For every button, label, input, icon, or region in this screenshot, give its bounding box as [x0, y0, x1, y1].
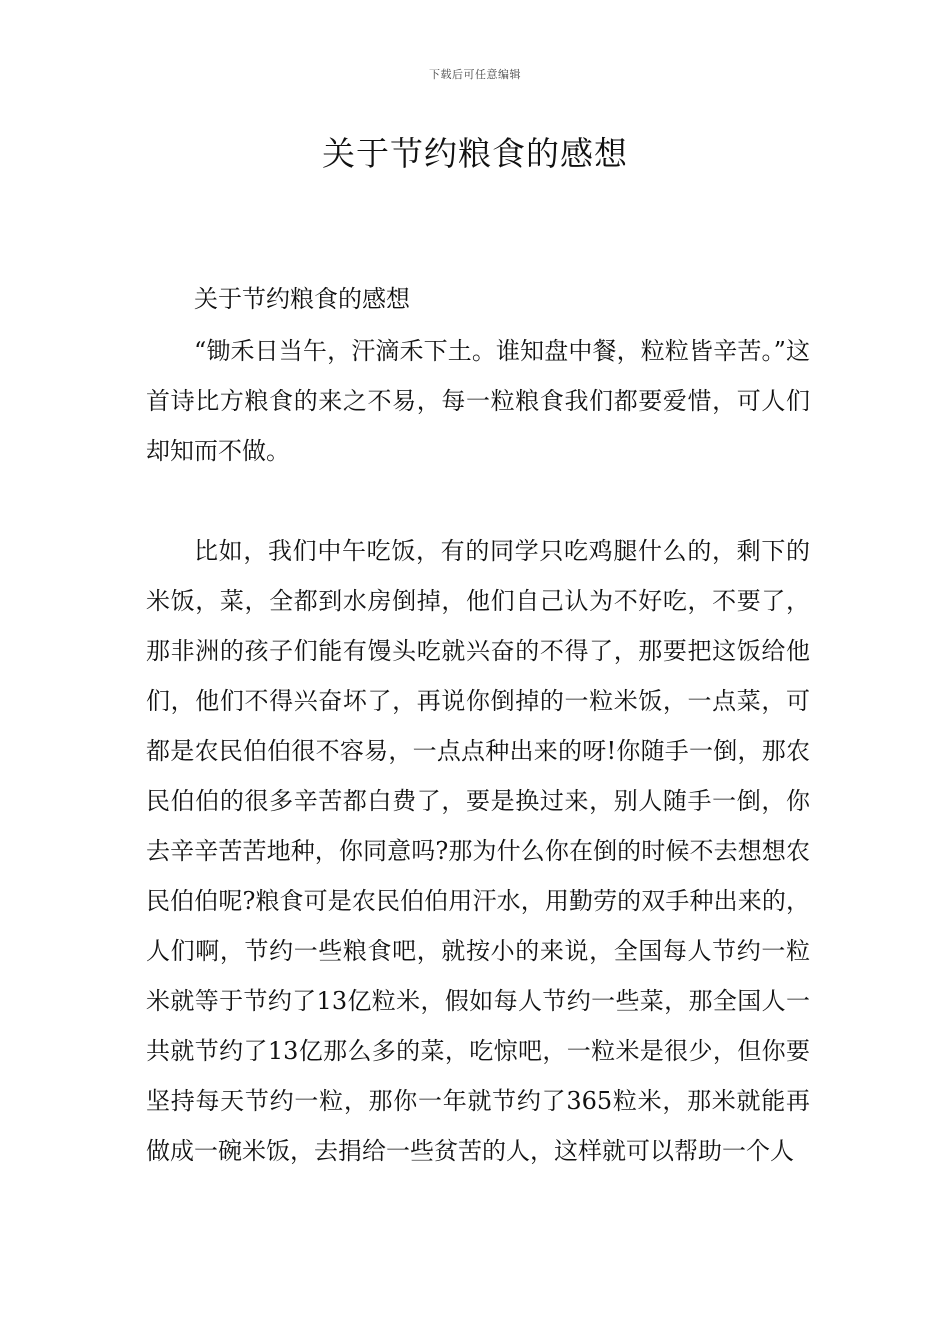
poem-paragraph: “锄禾日当午，汗滴禾下土。谁知盘中餐，粒粒皆辛苦。”这首诗比方粮食的来之不易，每一粒粮食我们都要爱惜，可人们却知而不做。	[146, 337, 810, 465]
main-paragraph: 比如，我们中午吃饭，有的同学只吃鸡腿什么的，剩下的米饭，菜，全都到水房倒掉，他们自己认为不好吃，不要了，那非洲的孩子们能有馒头吃就兴奋的不得了，那要把这饭给他们，他们不得兴奋坏了，再说你倒掉的一粒米饭，一点菜，可都是农民伯伯很不容易，一点点种出来的呀!你随手一倒，那农民伯伯的很多辛苦都白费了，要是换过来，别人随手一倒，你去辛辛苦苦地种，你同意吗?那为什么你在倒的时候不去想想农民伯伯呢?粮食可是农民伯伯用汗水，用勤劳的双手种出来的，人们啊，节约一些粮食吧，就按小的来说，全国每人节约一粒米就等于节约了13亿粒米，假如每人节约一些菜，那全国人一共就节约了13亿那么多的菜，吃惊吧，一粒米是很少，但你要坚持每天节约一粒，那你一年就节约了365粒米，那米就能再做成一碗米饭，去捐给一些贫苦的人，这样就可以帮助一个人	[146, 537, 810, 1165]
document-title: 关于节约粮食的感想	[322, 134, 628, 173]
header-note: 下载后可任意编辑	[429, 68, 521, 81]
body-subtitle-paragraph: 关于节约粮食的感想	[194, 285, 410, 313]
document-body	[146, 282, 810, 1176]
paragraph-gap	[146, 476, 810, 526]
